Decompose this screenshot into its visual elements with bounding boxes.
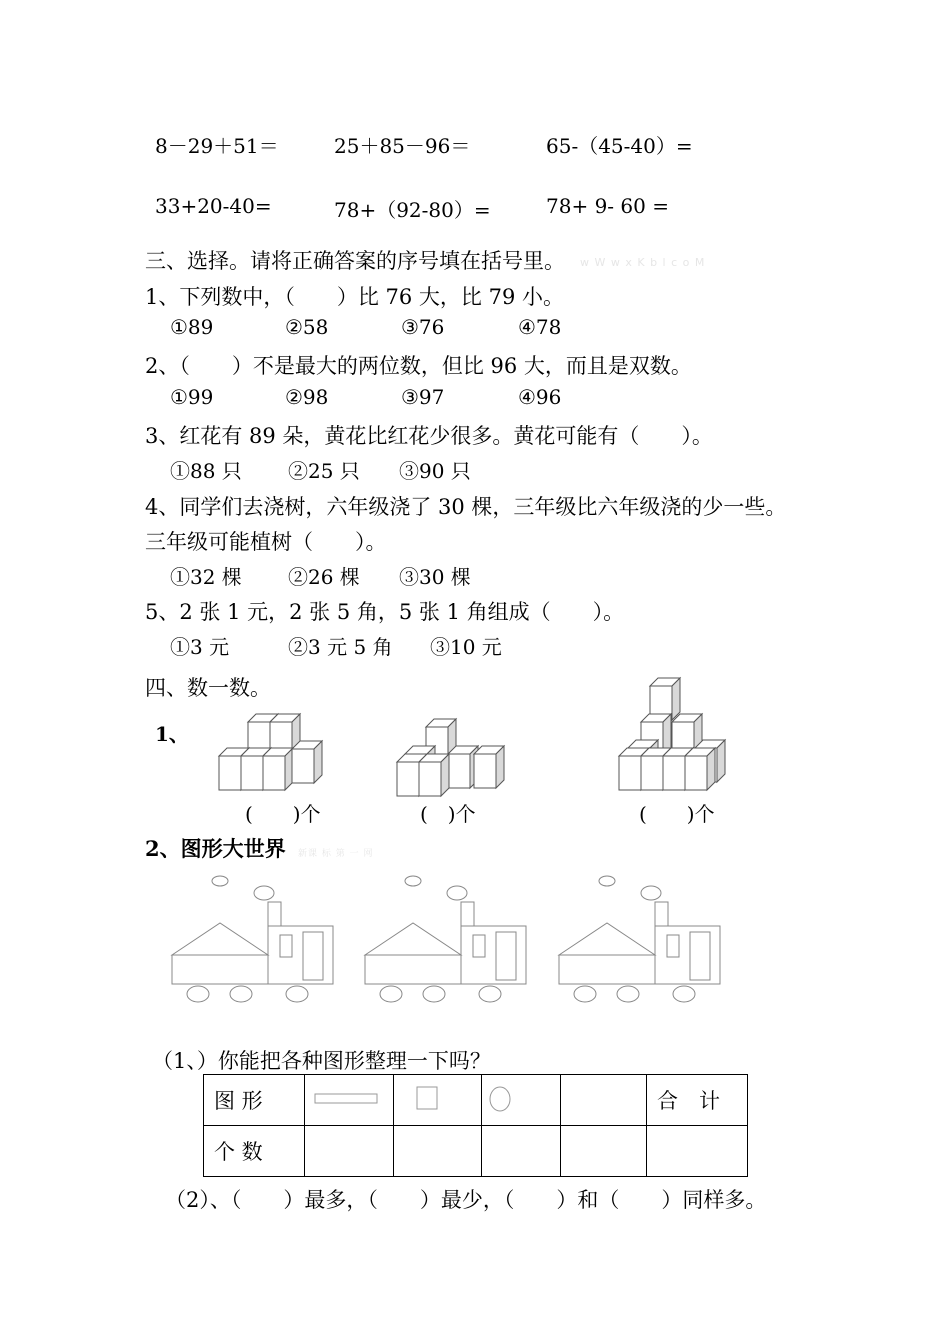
rectangle-icon bbox=[305, 1083, 393, 1113]
table-cell bbox=[394, 1126, 482, 1177]
table-cell bbox=[204, 1075, 305, 1126]
q1-option-3: ③76 bbox=[401, 315, 445, 339]
count-table bbox=[203, 1074, 748, 1177]
q5-option-2: ②3 元 5 角 bbox=[288, 635, 393, 659]
q3-option-3: ③90 只 bbox=[399, 459, 471, 483]
table-cell bbox=[305, 1126, 394, 1177]
row-label-count: 个 数 bbox=[214, 1140, 263, 1164]
table-row bbox=[204, 1075, 748, 1126]
train-3 bbox=[559, 876, 720, 1002]
table-cell bbox=[394, 1075, 482, 1126]
part1-label: 1、 bbox=[155, 722, 189, 746]
calc-1-1: 8－29＋51＝ bbox=[155, 134, 279, 158]
compare-question: （2）、（ ）最多，（ ）最少，（ ）和（ ）同样多。 bbox=[165, 1188, 767, 1212]
q1-option-2: ②58 bbox=[285, 315, 329, 339]
section4-title: 四、数一数。 bbox=[145, 676, 271, 700]
table-cell bbox=[204, 1126, 305, 1177]
table-cell bbox=[305, 1075, 394, 1126]
q4-text-line2: 三年级可能植树（ ）。 bbox=[145, 530, 387, 554]
calc-1-3: 65-（45-40）= bbox=[546, 134, 693, 158]
q4-text-line1: 4、同学们去浇树，六年级浇了 30 棵，三年级比六年级浇的少一些。 bbox=[145, 495, 787, 519]
row-label-shape: 图 形 bbox=[214, 1089, 263, 1113]
table-row bbox=[204, 1126, 748, 1177]
q5-option-3: ③10 元 bbox=[430, 635, 502, 659]
table-cell bbox=[647, 1075, 748, 1126]
table-cell bbox=[561, 1075, 647, 1126]
q2-option-3: ③97 bbox=[401, 385, 445, 409]
q4-option-2: ②26 棵 bbox=[288, 565, 360, 589]
q5-text: 5、2 张 1 元，2 张 5 角，5 张 1 角组成（ ）。 bbox=[145, 600, 625, 624]
q3-option-1: ①88 只 bbox=[170, 459, 242, 483]
calc-2-3: 78+ 9- 60 = bbox=[546, 194, 669, 218]
q3-option-2: ②25 只 bbox=[288, 459, 360, 483]
table-cell bbox=[561, 1126, 647, 1177]
part2-label: 2、图形大世界 bbox=[145, 836, 286, 861]
q5-option-1: ①3 元 bbox=[170, 635, 230, 659]
q3-text: 3、红花有 89 朵，黄花比红花少很多。黄花可能有（ ）。 bbox=[145, 424, 713, 448]
blank-1: ( )个 bbox=[245, 802, 321, 826]
sort-question: （1、）你能把各种图形整理一下吗？ bbox=[152, 1049, 491, 1073]
square-icon bbox=[394, 1083, 481, 1113]
q2-option-1: ①99 bbox=[170, 385, 214, 409]
section3-title: 三、选择。请将正确答案的序号填在括号里。 bbox=[145, 249, 565, 273]
q1-option-1: ①89 bbox=[170, 315, 214, 339]
q1-text: 1、下列数中，（ ）比 76 大，比 79 小。 bbox=[145, 285, 565, 309]
train-2 bbox=[365, 876, 526, 1002]
q2-option-2: ②98 bbox=[285, 385, 329, 409]
total-label: 合 计 bbox=[657, 1089, 720, 1113]
calc-2-2: 78+（92-80）= bbox=[334, 198, 491, 222]
table-cell bbox=[482, 1126, 561, 1177]
q4-option-1: ①32 棵 bbox=[170, 565, 242, 589]
watermark: w W w x K b l c o M bbox=[580, 256, 706, 269]
q4-option-3: ③30 棵 bbox=[399, 565, 471, 589]
q2-option-4: ④96 bbox=[518, 385, 562, 409]
faint-mark: 新课 标 第 一 网 bbox=[298, 849, 374, 859]
blank-3: ( )个 bbox=[639, 802, 715, 826]
table-cell bbox=[482, 1075, 561, 1126]
calc-2-1: 33+20-40= bbox=[155, 194, 272, 218]
q1-option-4: ④78 bbox=[518, 315, 562, 339]
calc-1-2: 25＋85－96＝ bbox=[334, 134, 471, 158]
table-cell bbox=[647, 1126, 748, 1177]
blank-2: ( )个 bbox=[420, 802, 476, 826]
oval-icon bbox=[482, 1083, 560, 1113]
train-1 bbox=[172, 876, 333, 1002]
q2-text: 2、（ ）不是最大的两位数，但比 96 大，而且是双数。 bbox=[145, 354, 692, 378]
